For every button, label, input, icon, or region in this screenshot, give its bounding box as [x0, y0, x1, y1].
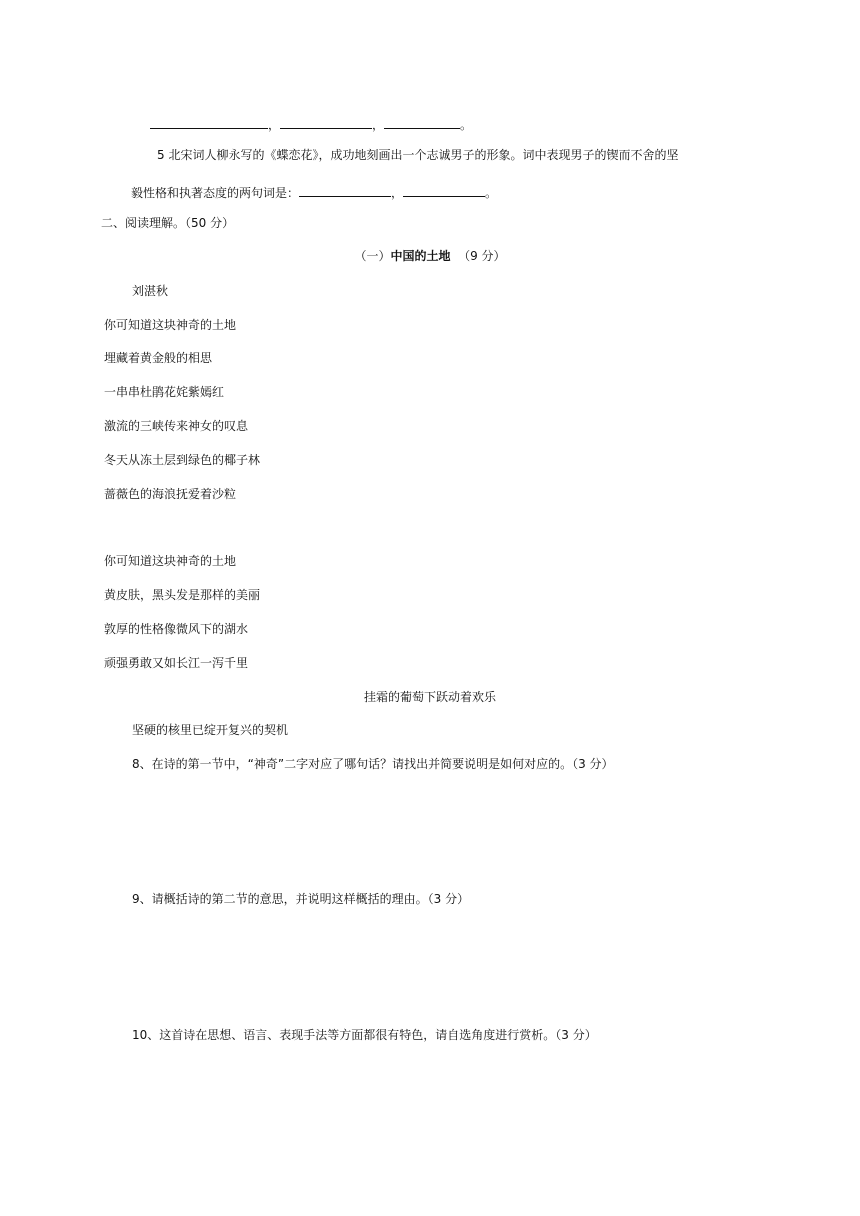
question-5-line-2-text: 毅性格和执著态度的两句词是： — [131, 186, 300, 200]
answer-blank[interactable] — [299, 184, 391, 197]
poem-title-prefix: （一） — [354, 249, 391, 263]
comma: ， — [268, 118, 281, 132]
poem-line: 冬天从冻土层到绿色的椰子林 — [104, 453, 261, 467]
section-heading: 二、阅读理解。（50 分） — [101, 216, 235, 230]
poem-line: 顽强勇敢又如长江一泻千里 — [104, 656, 249, 670]
answer-blank[interactable] — [403, 184, 485, 197]
poem-line: 激流的三峡传来神女的叹息 — [104, 419, 249, 433]
poem-line: 一串串杜鹃花姹紫嫣红 — [104, 385, 225, 399]
question-5-line-1: 5 北宋词人柳永写的《蝶恋花》，成功地刻画出一个志诚男子的形象。词中表现男子的锲而不舍的坚 — [157, 148, 679, 162]
fill-in-blanks-line — [150, 116, 472, 133]
comma: ， — [391, 186, 404, 200]
answer-blank[interactable] — [384, 116, 460, 129]
poem-line: 你可知道这块神奇的土地 — [104, 318, 237, 332]
comma: ， — [372, 118, 385, 132]
poem-line: 蔷薇色的海浪抚爱着沙粒 — [104, 487, 237, 501]
poem-line: 坚硬的核里已绽开复兴的契机 — [132, 723, 289, 737]
poem-line: 你可知道这块神奇的土地 — [104, 554, 237, 568]
poem-line: 黄皮肤，黑头发是那样的美丽 — [104, 588, 261, 602]
poem-author: 刘湛秋 — [132, 284, 169, 298]
poem-line: 敦厚的性格像微风下的湖水 — [104, 622, 249, 636]
poem-title: 中国的土地 — [390, 249, 451, 263]
poem-line: 埋藏着黄金般的相思 — [104, 351, 213, 365]
poem-title-score: （9 分） — [458, 249, 506, 263]
poem-title-line — [0, 248, 860, 264]
answer-blank[interactable] — [280, 116, 372, 129]
period: 。 — [485, 186, 498, 200]
question-8: 8、在诗的第一节中，“神奇”二字对应了哪句话？请找出并简要说明是如何对应的。（3 分） — [132, 757, 614, 771]
period: 。 — [460, 118, 473, 132]
question-9: 9、请概括诗的第二节的意思，并说明这样概括的理由。（3 分） — [132, 892, 470, 906]
answer-blank[interactable] — [150, 116, 268, 129]
question-5-line-2 — [131, 184, 497, 201]
question-10: 10、这首诗在思想、语言、表现手法等方面都很有特色，请自选角度进行赏析。（3 分） — [132, 1028, 597, 1042]
poem-line-centered: 挂霜的葡萄下跃动着欢乐 — [363, 690, 496, 704]
